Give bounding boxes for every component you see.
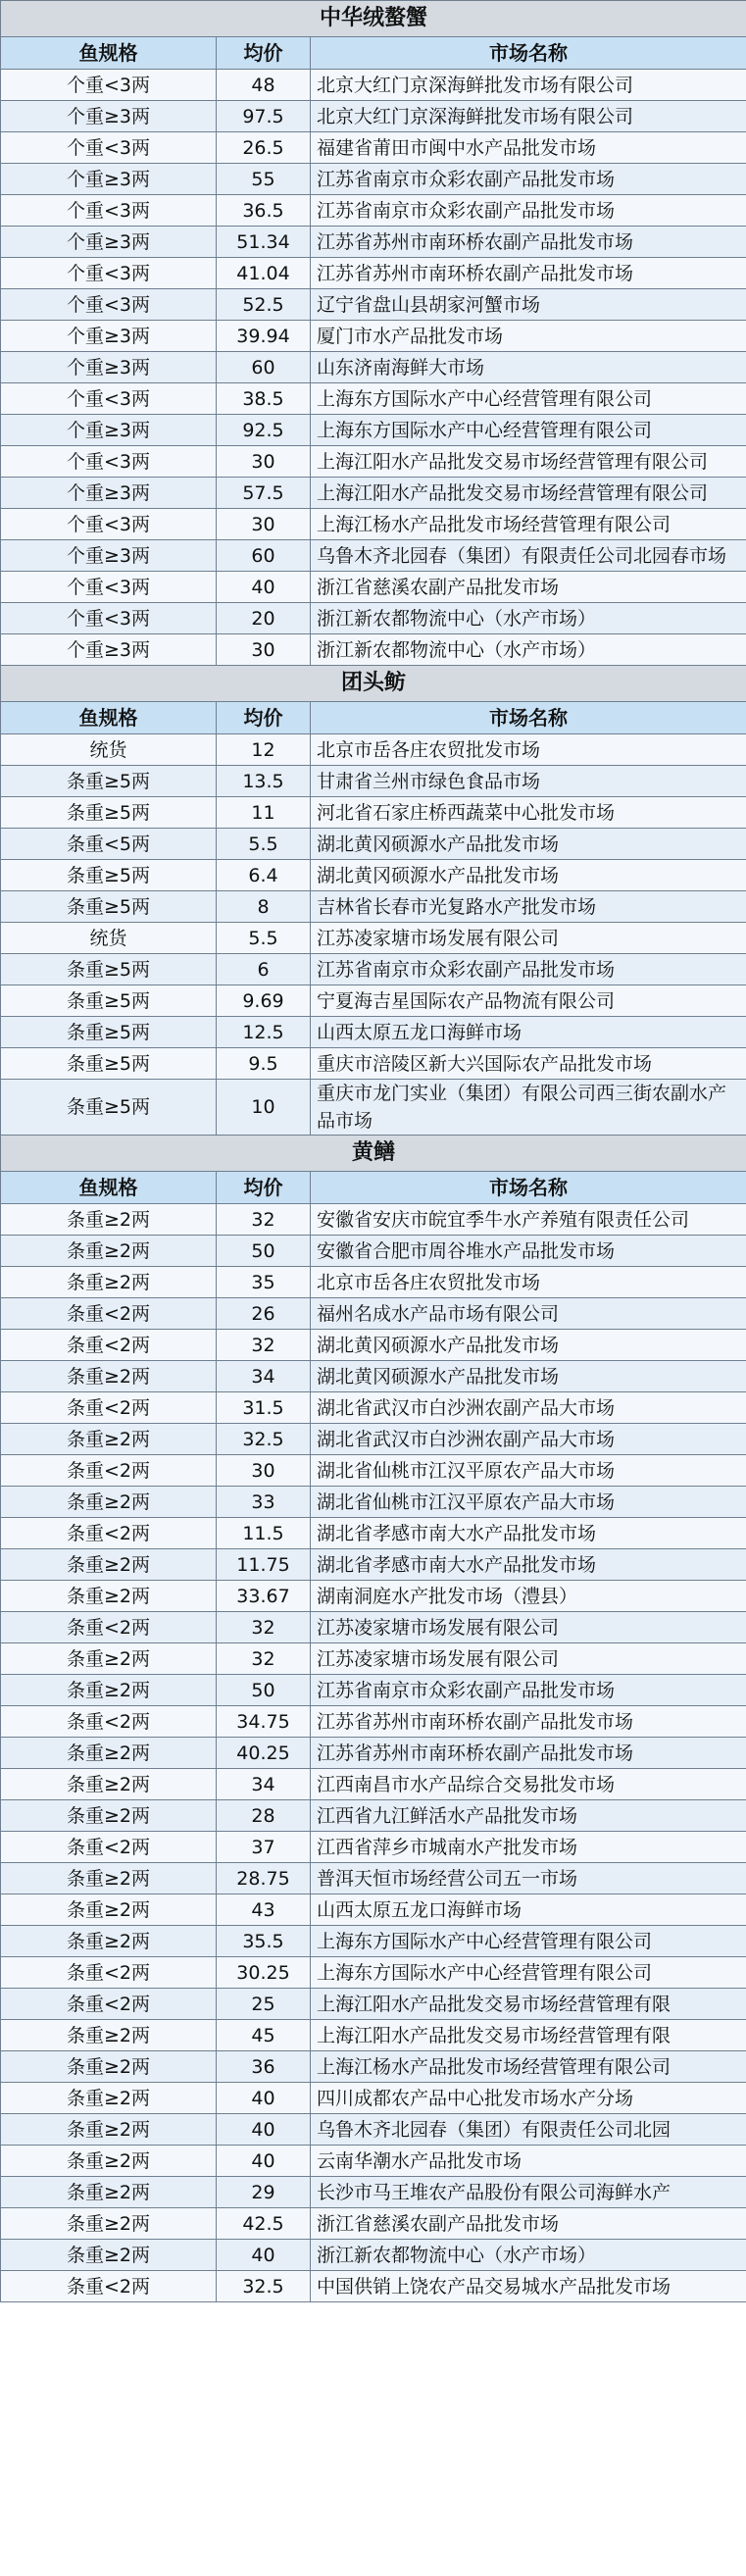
table-row — [1, 1330, 746, 1361]
spec-cell: 个重≥3两 — [1, 415, 217, 446]
market-cell: 福建省莆田市闽中水产品批发市场 — [311, 132, 746, 164]
spec-cell: 条重≥5两 — [1, 1017, 217, 1048]
market-cell: 普洱天恒市场经营公司五一市场 — [311, 1863, 746, 1894]
table-row — [1, 289, 746, 321]
market-cell: 江苏省南京市众彩农副产品批发市场 — [311, 164, 746, 195]
table-row — [1, 1048, 746, 1080]
price-cell: 42.5 — [217, 2208, 311, 2240]
table-row — [1, 572, 746, 603]
spec-cell: 个重<3两 — [1, 289, 217, 321]
market-cell: 浙江省慈溪农副产品批发市场 — [311, 2208, 746, 2240]
price-cell: 40 — [217, 2083, 311, 2114]
table-row — [1, 2208, 746, 2240]
market-cell: 浙江新农都物流中心（水产市场） — [311, 634, 746, 666]
table-row — [1, 766, 746, 797]
table-row — [1, 478, 746, 509]
table-row — [1, 1298, 746, 1330]
table-row — [1, 1424, 746, 1455]
spec-cell: 条重≥2两 — [1, 1894, 217, 1926]
table-row — [1, 1675, 746, 1706]
price-cell: 40 — [217, 2146, 311, 2177]
price-cell: 37 — [217, 1832, 311, 1863]
price-cell: 97.5 — [217, 101, 311, 132]
spec-cell: 条重≥2两 — [1, 1236, 217, 1267]
price-cell: 92.5 — [217, 415, 311, 446]
section-title-row — [1, 666, 746, 702]
market-cell: 上海江阳水产品批发交易市场经营管理有限 — [311, 2020, 746, 2051]
header-spec: 鱼规格 — [1, 702, 217, 734]
table-row — [1, 2051, 746, 2083]
table-row — [1, 1894, 746, 1926]
price-cell: 31.5 — [217, 1392, 311, 1424]
market-cell: 江苏省苏州市南环桥农副产品批发市场 — [311, 1706, 746, 1738]
price-cell: 32.5 — [217, 2271, 311, 2302]
price-cell: 12 — [217, 734, 311, 766]
price-cell: 38.5 — [217, 383, 311, 415]
table-row — [1, 1769, 746, 1800]
spec-cell: 个重≥3两 — [1, 164, 217, 195]
price-cell: 40 — [217, 2114, 311, 2146]
table-row — [1, 1487, 746, 1518]
spec-cell: 条重≥5两 — [1, 766, 217, 797]
table-row — [1, 383, 746, 415]
market-cell: 江苏省苏州市南环桥农副产品批发市场 — [311, 1738, 746, 1769]
header-market: 市场名称 — [311, 702, 746, 734]
table-row — [1, 321, 746, 352]
table-row — [1, 1612, 746, 1643]
market-cell: 上海东方国际水产中心经营管理有限公司 — [311, 383, 746, 415]
spec-cell: 个重≥3两 — [1, 352, 217, 383]
spec-cell: 个重<3两 — [1, 509, 217, 540]
price-cell: 45 — [217, 2020, 311, 2051]
header-price: 均价 — [217, 37, 311, 70]
market-cell: 安徽省安庆市皖宜季牛水产养殖有限责任公司 — [311, 1204, 746, 1236]
spec-cell: 个重≥3两 — [1, 321, 217, 352]
price-cell: 9.5 — [217, 1048, 311, 1080]
table-row — [1, 1549, 746, 1581]
market-cell: 甘肃省兰州市绿色食品市场 — [311, 766, 746, 797]
price-cell: 8 — [217, 891, 311, 923]
price-cell: 34 — [217, 1769, 311, 1800]
spec-cell: 个重≥3两 — [1, 227, 217, 258]
spec-cell: 条重<2两 — [1, 1330, 217, 1361]
spec-cell: 个重<3两 — [1, 195, 217, 227]
price-cell: 32 — [217, 1643, 311, 1675]
price-cell: 60 — [217, 540, 311, 572]
market-cell: 山西太原五龙口海鲜市场 — [311, 1894, 746, 1926]
table-row — [1, 1080, 746, 1136]
market-cell: 江苏省苏州市南环桥农副产品批发市场 — [311, 227, 746, 258]
table-row — [1, 1204, 746, 1236]
price-cell: 32.5 — [217, 1424, 311, 1455]
market-cell: 北京市岳各庄农贸批发市场 — [311, 1267, 746, 1298]
price-cell: 32 — [217, 1330, 311, 1361]
spec-cell: 条重≥5两 — [1, 985, 217, 1017]
market-cell: 湖北黄冈硕源水产品批发市场 — [311, 1330, 746, 1361]
table-row — [1, 446, 746, 478]
market-cell: 浙江新农都物流中心（水产市场） — [311, 2240, 746, 2271]
spec-cell: 条重≥2两 — [1, 1643, 217, 1675]
spec-cell: 条重≥5两 — [1, 891, 217, 923]
market-cell: 湖北黄冈硕源水产品批发市场 — [311, 860, 746, 891]
market-cell: 北京大红门京深海鲜批发市场有限公司 — [311, 101, 746, 132]
market-cell: 江西省九江鲜活水产品批发市场 — [311, 1800, 746, 1832]
market-cell: 江苏省南京市众彩农副产品批发市场 — [311, 954, 746, 985]
spec-cell: 统货 — [1, 923, 217, 954]
table-row — [1, 1017, 746, 1048]
spec-cell: 条重<2两 — [1, 1392, 217, 1424]
spec-cell: 条重≥2两 — [1, 2208, 217, 2240]
table-row — [1, 132, 746, 164]
price-cell: 12.5 — [217, 1017, 311, 1048]
market-cell: 江苏凌家塘市场发展有限公司 — [311, 1643, 746, 1675]
market-cell: 湖北省仙桃市江汉平原农产品大市场 — [311, 1455, 746, 1487]
table-row — [1, 1926, 746, 1957]
table-row — [1, 2083, 746, 2114]
market-cell: 湖北黄冈硕源水产品批发市场 — [311, 1361, 746, 1392]
market-cell: 北京市岳各庄农贸批发市场 — [311, 734, 746, 766]
price-cell: 30 — [217, 509, 311, 540]
price-cell: 26 — [217, 1298, 311, 1330]
section-title: 中华绒螯蟹 — [1, 1, 746, 37]
price-cell: 5.5 — [217, 923, 311, 954]
table-row — [1, 1989, 746, 2020]
market-cell: 湖南洞庭水产批发市场（澧县） — [311, 1581, 746, 1612]
table-row — [1, 1957, 746, 1989]
market-cell: 江苏凌家塘市场发展有限公司 — [311, 1612, 746, 1643]
table-row — [1, 2114, 746, 2146]
table-row — [1, 1267, 746, 1298]
spec-cell: 条重<2两 — [1, 1989, 217, 2020]
table-row — [1, 164, 746, 195]
price-cell: 6 — [217, 954, 311, 985]
market-cell: 湖北省武汉市白沙洲农副产品大市场 — [311, 1392, 746, 1424]
section-title: 团头鲂 — [1, 666, 746, 702]
spec-cell: 个重<3两 — [1, 572, 217, 603]
spec-cell: 条重<2两 — [1, 1455, 217, 1487]
market-cell: 辽宁省盘山县胡家河蟹市场 — [311, 289, 746, 321]
section-title-row — [1, 1, 746, 37]
table-row — [1, 797, 746, 829]
table-row — [1, 1392, 746, 1424]
table-row — [1, 2271, 746, 2302]
spec-cell: 条重≥5两 — [1, 797, 217, 829]
price-cell: 40 — [217, 572, 311, 603]
header-row — [1, 37, 746, 70]
spec-cell: 条重≥2两 — [1, 1424, 217, 1455]
spec-cell: 个重<3两 — [1, 383, 217, 415]
price-cell: 40 — [217, 2240, 311, 2271]
market-cell: 上海东方国际水产中心经营管理有限公司 — [311, 1926, 746, 1957]
table-row — [1, 227, 746, 258]
table-row — [1, 1643, 746, 1675]
market-cell: 中国供销上饶农产品交易城水产品批发市场 — [311, 2271, 746, 2302]
market-cell: 福州名成水产品市场有限公司 — [311, 1298, 746, 1330]
table-row — [1, 2177, 746, 2208]
spec-cell: 条重<5两 — [1, 829, 217, 860]
market-cell: 山东济南海鲜大市场 — [311, 352, 746, 383]
spec-cell: 条重<2两 — [1, 1298, 217, 1330]
market-cell: 厦门市水产品批发市场 — [311, 321, 746, 352]
table-row — [1, 1518, 746, 1549]
market-cell: 浙江省慈溪农副产品批发市场 — [311, 572, 746, 603]
price-cell: 26.5 — [217, 132, 311, 164]
header-row — [1, 702, 746, 734]
table-row — [1, 2020, 746, 2051]
table-row — [1, 2146, 746, 2177]
header-row — [1, 1172, 746, 1204]
spec-cell: 个重≥3两 — [1, 101, 217, 132]
spec-cell: 条重≥2两 — [1, 2146, 217, 2177]
price-cell: 55 — [217, 164, 311, 195]
spec-cell: 条重≥5两 — [1, 1080, 217, 1136]
spec-cell: 条重≥2两 — [1, 2051, 217, 2083]
price-cell: 29 — [217, 2177, 311, 2208]
price-cell: 35.5 — [217, 1926, 311, 1957]
market-cell: 安徽省合肥市周谷堆水产品批发市场 — [311, 1236, 746, 1267]
spec-cell: 条重<2两 — [1, 2271, 217, 2302]
price-cell: 11 — [217, 797, 311, 829]
spec-cell: 条重≥2两 — [1, 1549, 217, 1581]
section-title-row — [1, 1136, 746, 1172]
price-cell: 30 — [217, 1455, 311, 1487]
market-cell: 宁夏海吉星国际农产品物流有限公司 — [311, 985, 746, 1017]
price-cell: 57.5 — [217, 478, 311, 509]
market-cell: 云南华潮水产品批发市场 — [311, 2146, 746, 2177]
market-cell: 长沙市马王堆农产品股份有限公司海鲜水产 — [311, 2177, 746, 2208]
market-cell: 北京大红门京深海鲜批发市场有限公司 — [311, 70, 746, 101]
spec-cell: 条重≥2两 — [1, 1204, 217, 1236]
market-cell: 上海江阳水产品批发交易市场经营管理有限公司 — [311, 478, 746, 509]
market-cell: 上海东方国际水产中心经营管理有限公司 — [311, 1957, 746, 1989]
table-row — [1, 1581, 746, 1612]
price-cell: 30.25 — [217, 1957, 311, 1989]
price-cell: 33.67 — [217, 1581, 311, 1612]
table-row — [1, 509, 746, 540]
header-spec: 鱼规格 — [1, 1172, 217, 1204]
market-cell: 重庆市涪陵区新大兴国际农产品批发市场 — [311, 1048, 746, 1080]
section-title: 黄鳝 — [1, 1136, 746, 1172]
header-market: 市场名称 — [311, 37, 746, 70]
price-cell: 35 — [217, 1267, 311, 1298]
table-row — [1, 2240, 746, 2271]
table-row — [1, 1738, 746, 1769]
table-row — [1, 734, 746, 766]
price-cell: 51.34 — [217, 227, 311, 258]
price-cell: 25 — [217, 1989, 311, 2020]
spec-cell: 统货 — [1, 734, 217, 766]
spec-cell: 条重≥5两 — [1, 1048, 217, 1080]
table-row — [1, 891, 746, 923]
price-cell: 32 — [217, 1612, 311, 1643]
price-cell: 39.94 — [217, 321, 311, 352]
table-row — [1, 540, 746, 572]
table-row — [1, 1832, 746, 1863]
spec-cell: 个重≥3两 — [1, 634, 217, 666]
price-cell: 40.25 — [217, 1738, 311, 1769]
market-cell: 山西太原五龙口海鲜市场 — [311, 1017, 746, 1048]
market-cell: 江西省萍乡市城南水产批发市场 — [311, 1832, 746, 1863]
market-cell: 湖北省仙桃市江汉平原农产品大市场 — [311, 1487, 746, 1518]
price-cell: 34 — [217, 1361, 311, 1392]
price-cell: 50 — [217, 1675, 311, 1706]
spec-cell: 条重<2两 — [1, 1612, 217, 1643]
market-cell: 乌鲁木齐北园春（集团）有限责任公司北园 — [311, 2114, 746, 2146]
market-cell: 湖北省孝感市南大水产品批发市场 — [311, 1518, 746, 1549]
price-cell: 20 — [217, 603, 311, 634]
table-row — [1, 634, 746, 666]
spec-cell: 条重<2两 — [1, 1706, 217, 1738]
spec-cell: 条重<2两 — [1, 1957, 217, 1989]
market-cell: 湖北省孝感市南大水产品批发市场 — [311, 1549, 746, 1581]
market-cell: 吉林省长春市光复路水产批发市场 — [311, 891, 746, 923]
market-cell: 上海江阳水产品批发交易市场经营管理有限 — [311, 1989, 746, 2020]
price-cell: 32 — [217, 1204, 311, 1236]
price-cell: 60 — [217, 352, 311, 383]
spec-cell: 条重≥2两 — [1, 2177, 217, 2208]
market-cell: 河北省石家庄桥西蔬菜中心批发市场 — [311, 797, 746, 829]
market-cell: 上海东方国际水产中心经营管理有限公司 — [311, 415, 746, 446]
spec-cell: 条重≥2两 — [1, 1769, 217, 1800]
spec-cell: 条重≥2两 — [1, 1800, 217, 1832]
spec-cell: 条重≥2两 — [1, 1738, 217, 1769]
price-cell: 41.04 — [217, 258, 311, 289]
price-cell: 33 — [217, 1487, 311, 1518]
spec-cell: 条重≥2两 — [1, 1361, 217, 1392]
table-row — [1, 860, 746, 891]
table-row — [1, 1361, 746, 1392]
table-row — [1, 985, 746, 1017]
price-cell: 50 — [217, 1236, 311, 1267]
price-cell: 48 — [217, 70, 311, 101]
table-row — [1, 1455, 746, 1487]
spec-cell: 条重≥2两 — [1, 1581, 217, 1612]
table-row — [1, 352, 746, 383]
market-cell: 上海江杨水产品批发市场经营管理有限公司 — [311, 509, 746, 540]
table-row — [1, 923, 746, 954]
price-cell: 43 — [217, 1894, 311, 1926]
market-cell: 江苏省南京市众彩农副产品批发市场 — [311, 195, 746, 227]
header-market: 市场名称 — [311, 1172, 746, 1204]
spec-cell: 条重≥2两 — [1, 1926, 217, 1957]
market-cell: 上海江阳水产品批发交易市场经营管理有限公司 — [311, 446, 746, 478]
price-cell: 10 — [217, 1080, 311, 1136]
spec-cell: 条重≥2两 — [1, 1863, 217, 1894]
price-cell: 13.5 — [217, 766, 311, 797]
market-cell: 重庆市龙门实业（集团）有限公司西三街农副水产品市场 — [311, 1080, 746, 1136]
spec-cell: 个重≥3两 — [1, 540, 217, 572]
price-cell: 28.75 — [217, 1863, 311, 1894]
price-cell: 52.5 — [217, 289, 311, 321]
table-row — [1, 258, 746, 289]
spec-cell: 个重<3两 — [1, 70, 217, 101]
price-cell: 36 — [217, 2051, 311, 2083]
market-cell: 江苏省苏州市南环桥农副产品批发市场 — [311, 258, 746, 289]
market-cell: 江苏凌家塘市场发展有限公司 — [311, 923, 746, 954]
table-row — [1, 829, 746, 860]
spec-cell: 个重<3两 — [1, 132, 217, 164]
price-cell: 6.4 — [217, 860, 311, 891]
spec-cell: 个重<3两 — [1, 446, 217, 478]
market-cell: 江西南昌市水产品综合交易批发市场 — [311, 1769, 746, 1800]
spec-cell: 条重≥2两 — [1, 2240, 217, 2271]
market-cell: 乌鲁木齐北园春（集团）有限责任公司北园春市场 — [311, 540, 746, 572]
spec-cell: 条重≥2两 — [1, 2114, 217, 2146]
spec-cell: 条重≥2两 — [1, 1487, 217, 1518]
price-cell: 28 — [217, 1800, 311, 1832]
price-cell: 11.75 — [217, 1549, 311, 1581]
spec-cell: 条重<2两 — [1, 1832, 217, 1863]
price-cell: 11.5 — [217, 1518, 311, 1549]
price-cell: 30 — [217, 446, 311, 478]
spec-cell: 条重≥5两 — [1, 954, 217, 985]
header-price: 均价 — [217, 702, 311, 734]
table-row — [1, 1236, 746, 1267]
table-row — [1, 1863, 746, 1894]
spec-cell: 个重≥3两 — [1, 478, 217, 509]
spec-cell: 个重<3两 — [1, 603, 217, 634]
spec-cell: 个重<3两 — [1, 258, 217, 289]
market-cell: 湖北省武汉市白沙洲农副产品大市场 — [311, 1424, 746, 1455]
spec-cell: 条重≥2两 — [1, 1267, 217, 1298]
table-row — [1, 70, 746, 101]
table-row — [1, 101, 746, 132]
market-cell: 四川成都农产品中心批发市场水产分场 — [311, 2083, 746, 2114]
market-cell: 上海江杨水产品批发市场经营管理有限公司 — [311, 2051, 746, 2083]
price-cell: 5.5 — [217, 829, 311, 860]
table-row — [1, 1800, 746, 1832]
table-row — [1, 415, 746, 446]
table-row — [1, 954, 746, 985]
price-cell: 30 — [217, 634, 311, 666]
header-spec: 鱼规格 — [1, 37, 217, 70]
price-cell: 9.69 — [217, 985, 311, 1017]
market-cell: 浙江新农都物流中心（水产市场） — [311, 603, 746, 634]
table-row — [1, 195, 746, 227]
spec-cell: 条重≥2两 — [1, 2083, 217, 2114]
spec-cell: 条重<2两 — [1, 1518, 217, 1549]
market-cell: 湖北黄冈硕源水产品批发市场 — [311, 829, 746, 860]
market-cell: 江苏省南京市众彩农副产品批发市场 — [311, 1675, 746, 1706]
header-price: 均价 — [217, 1172, 311, 1204]
price-cell: 36.5 — [217, 195, 311, 227]
table-row — [1, 1706, 746, 1738]
spec-cell: 条重≥5两 — [1, 860, 217, 891]
table-row — [1, 603, 746, 634]
price-cell: 34.75 — [217, 1706, 311, 1738]
spec-cell: 条重≥2两 — [1, 2020, 217, 2051]
spec-cell: 条重≥2两 — [1, 1675, 217, 1706]
